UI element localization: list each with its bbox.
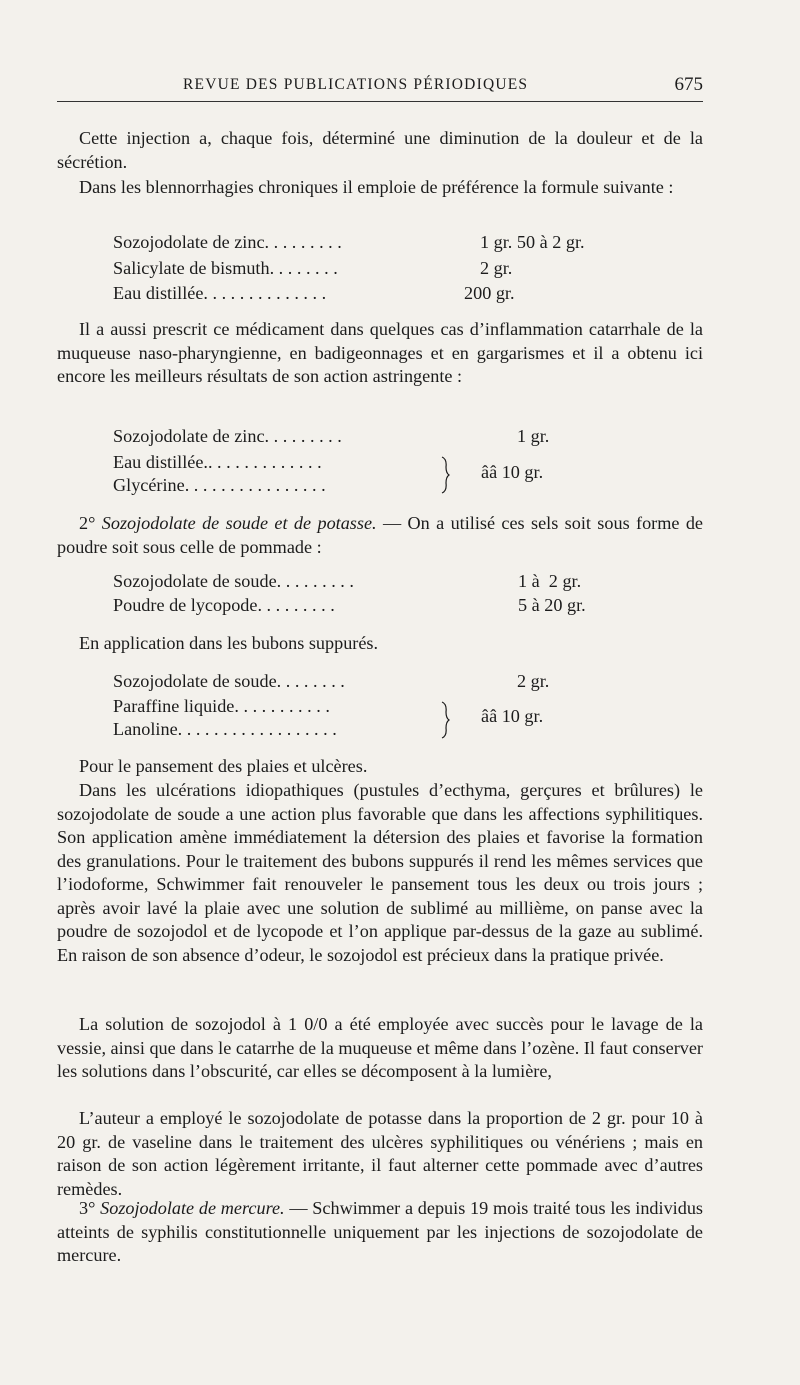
section-heading: Sozojodolate de mercure. (100, 1198, 285, 1218)
formula-4-dose: 2 gr. (517, 671, 550, 691)
section-number: 2° (79, 513, 96, 533)
formula-1-dose: 2 gr. (480, 258, 513, 278)
paragraph-5 (57, 632, 703, 656)
formula-1-ingredient: Eau distillée. . . . . . . . . . . . . . (113, 283, 327, 303)
page-number: 675 (674, 74, 703, 95)
formula-1-ingredient: Sozojodolate de zinc. . . . . . . . . (113, 232, 342, 252)
formula-4-ingredient: Lanoline. . . . . . . . . . . . . . . . . . (113, 719, 337, 739)
formula-2-ingredient: Glycérine. . . . . . . . . . . . . . . . (113, 475, 326, 495)
paragraph-2-text: Dans les blennorrhagies chroniques il emploie de préférence la formule suivante : (79, 177, 674, 197)
paragraph-1 (57, 127, 703, 174)
paragraph-9 (57, 1107, 703, 1201)
paragraph-1-text: Cette injection a, chaque fois, déterminé une diminution de la douleur et de la sécrétion. (57, 128, 703, 172)
formula-3-dose: 1 à 2 gr. (518, 571, 582, 591)
section-heading: Sozojodolate de soude et de potasse. (101, 513, 377, 533)
running-header (57, 74, 703, 98)
section-number: 3° (79, 1198, 96, 1218)
paragraph-4-text: — On a utilisé ces sels soit sous forme de poudre soit sous celle de pommade : (57, 513, 703, 557)
formula-3-ingredient: Sozojodolate de soude. . . . . . . . . (113, 571, 354, 591)
formula-4-ingredient: Sozojodolate de soude. . . . . . . . (113, 671, 345, 691)
paragraph-9-text: L’auteur a employé le sozojodolate de potasse dans la proportion de 2 gr. pour 10 à 20 gr. de vaseline dans le traitement des ulcères syphilitiques ou vénériens ; mais en raison de son action légèrement irritante, il faut alterner cette pommade avec d’autres remèdes. (57, 1108, 703, 1199)
paragraph-6 (57, 755, 703, 779)
paragraph-3 (57, 318, 703, 389)
paragraph-8-text: La solution de sozojodol à 1 0/0 a été employée avec succès pour le lavage de la vessie, ainsi que dans le catarrhe de la muqueuse et même dans l’ozène. Il faut conserver les solutions dans l’obscurité, car elles se décomposent à la lumière, (57, 1014, 703, 1081)
formula-3-dose: 5 à 20 gr. (518, 595, 586, 615)
formula-2-shared-dose: ââ 10 gr. (481, 462, 544, 482)
paragraph-4 (57, 512, 703, 559)
formula-1-dose: 1 gr. 50 à 2 gr. (480, 232, 585, 252)
brace-icon (440, 700, 450, 740)
paragraph-10-text: — Schwimmer a depuis 19 mois traité tous les individus atteints de syphilis constitutionnelle uniquement par les injections de sozojodolate de mercure. (57, 1198, 703, 1265)
paragraph-10 (57, 1197, 703, 1268)
header-rule (57, 101, 703, 102)
formula-4-shared-dose: ââ 10 gr. (481, 706, 544, 726)
paragraph-7-text: Dans les ulcérations idiopathiques (pustules d’ecthyma, gerçures et brûlures) le sozojodolate de soude a une action plus favorable que dans les affections syphilitiques. Son application amène immédiatement la détersion des plaies et favorise la formation des granulations. Pour le traitement des bubons suppurés il rend les mêmes services que l’iodoforme, Schwimmer fait renouveler le pansement tous les deux ou trois jours ; après avoir lavé la plaie avec une solution de sublimé au millième, on panse avec la poudre de sozojodol et de lycopode et l’on applique par-dessus de la gaze au sublimé. En raison de son absence d’odeur, le sozojodol est précieux dans la pratique privée. (57, 780, 703, 965)
formula-1-dose: 200 gr. (464, 283, 515, 303)
paragraph-8 (57, 1013, 703, 1084)
paragraph-5-text: En application dans les bubons suppurés. (79, 633, 379, 653)
formula-2-dose: 1 gr. (517, 426, 550, 446)
running-title: REVUE DES PUBLICATIONS PÉRIODIQUES (183, 76, 529, 93)
formula-2-ingredient: Eau distillée.. . . . . . . . . . . . . (113, 452, 322, 472)
formula-1-ingredient: Salicylate de bismuth. . . . . . . . (113, 258, 338, 278)
paragraph-3-text: Il a aussi prescrit ce médicament dans quelques cas d’inflammation catarrhale de la muqueuse naso-pharyngienne, en badigeonnages et en gargarismes et il a obtenu ici encore les meilleurs résultats de son action astringente : (57, 319, 703, 386)
formula-2-ingredient: Sozojodolate de zinc. . . . . . . . . (113, 426, 342, 446)
paragraph-7 (57, 779, 703, 967)
formula-4-ingredient: Paraffine liquide. . . . . . . . . . . (113, 696, 330, 716)
paragraph-2 (57, 176, 703, 200)
paragraph-6-text: Pour le pansement des plaies et ulcères. (79, 756, 368, 776)
brace-icon (440, 455, 450, 495)
formula-3-ingredient: Poudre de lycopode. . . . . . . . . (113, 595, 335, 615)
